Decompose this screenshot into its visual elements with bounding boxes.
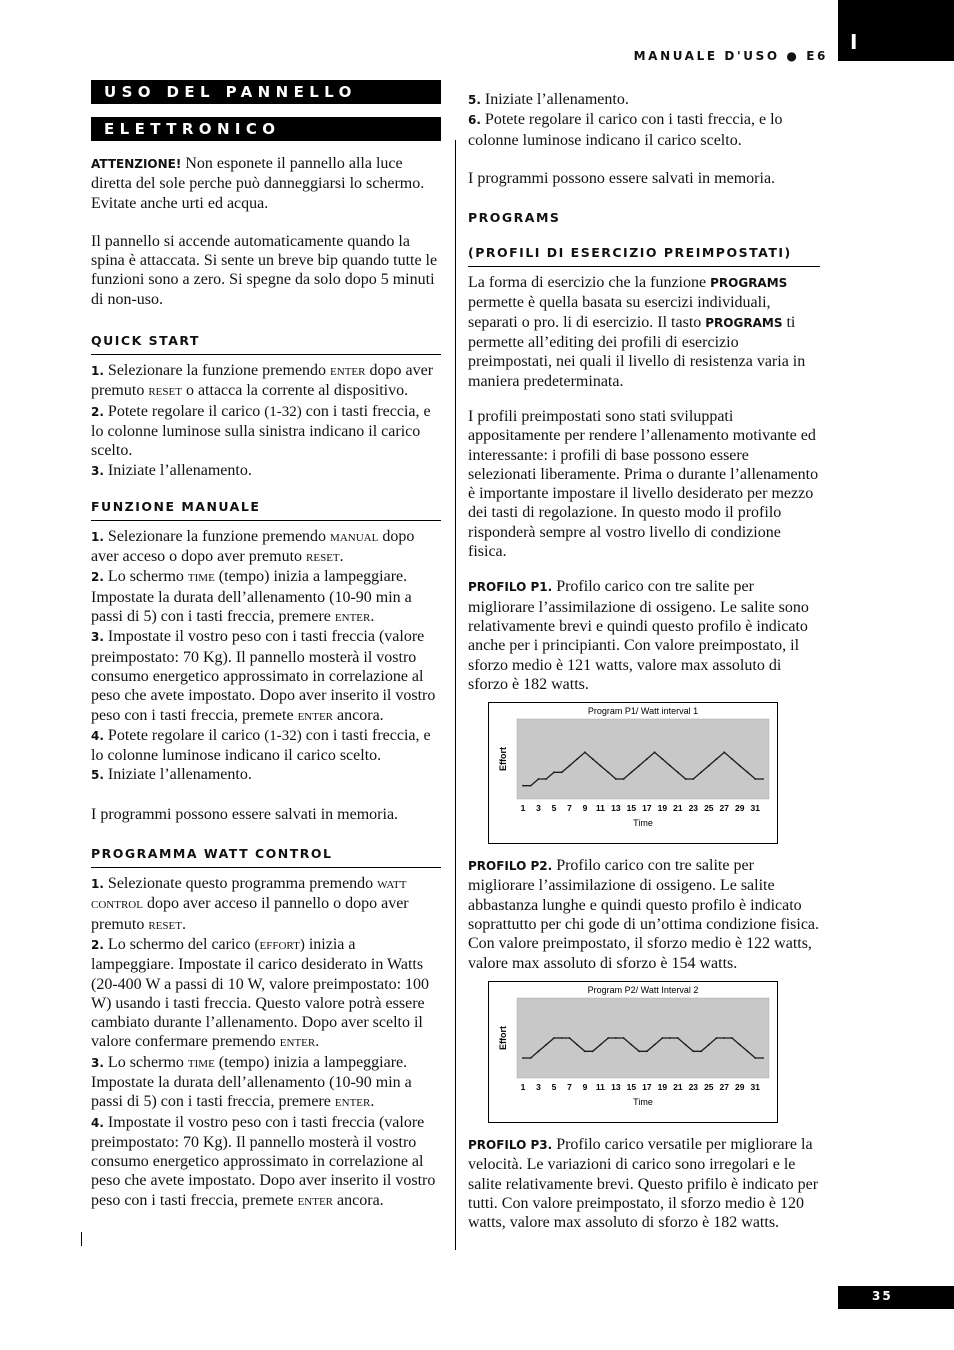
- warning-paragraph: [91, 154, 441, 213]
- chart-point: [762, 778, 764, 780]
- column-divider-middle: [455, 140, 456, 1250]
- watt-step-5: 5. Iniziate l’allenamento.: [468, 91, 629, 108]
- chart-point: [561, 1037, 563, 1039]
- manual-step-1: 1. Selezionare la funzione premendo manual dopo aver acceso o dopo aver premuto reset.: [91, 527, 415, 566]
- chart-x-tick-label: 21: [673, 803, 683, 814]
- chart-point: [630, 772, 632, 774]
- chart-point: [538, 778, 540, 780]
- chart-x-label: Time: [633, 1096, 653, 1107]
- chart-x-tick-label: 19: [657, 1081, 668, 1092]
- chart-point: [692, 1050, 694, 1052]
- left-column: [91, 80, 441, 1211]
- chart-point: [708, 765, 710, 767]
- chart-point: [638, 765, 640, 767]
- chart-point: [530, 785, 532, 787]
- chart-point: [654, 1044, 656, 1046]
- column-divider-left: [81, 1232, 82, 1246]
- chart-point: [723, 752, 725, 754]
- chart-x-tick-label: 13: [611, 803, 621, 814]
- chart-point: [731, 1037, 733, 1039]
- manual-step-4: 4. Potete regolare il carico (1-32) con i tasti freccia, e lo colonne luminose indicano il carico scelto.: [91, 726, 431, 765]
- chart-point: [630, 1044, 632, 1046]
- chart-point: [592, 758, 594, 760]
- chart-x-tick-label: 29: [735, 803, 745, 814]
- section-title-2: ELETTRONICO: [91, 117, 441, 141]
- manual-step-2: 2. Lo schermo time (tempo) inizia a lampeggiare. Impostate la durata dell’allenamento (10-90 min a passi di 5) con i tasti freccia, premere enter.: [91, 568, 412, 626]
- chart-x-label: Time: [633, 818, 653, 829]
- chart-x-tick-label: 31: [750, 1081, 760, 1092]
- chart-point: [661, 758, 663, 760]
- warning-text: Non esponete il pannello alla luce diretta del sole perche può danneggiarsi lo schermo. Evitate anche urti ed acqua.: [91, 155, 425, 212]
- quick-start-step-1: 1. Selezionare la funzione premendo enter dopo aver premuto reset o attacca la corrente al dispositivo.: [91, 362, 434, 400]
- chart-x-tick-label: 27: [719, 1081, 730, 1092]
- chart-point: [677, 772, 679, 774]
- profile-p3-paragraph: PROFILO P3. Profilo carico versatile per migliorare la velocità. Le variazioni di carico sono irregolari e le salite relativamente brevi. Questo prifilo è indicato per tutti. Con valore preimpostato, il sforzo medio è 120 watts, valore max assoluto di sforzo è 182 watts.: [468, 1135, 819, 1232]
- chart-point: [747, 772, 749, 774]
- chart-x-tick-label: 19: [657, 803, 668, 814]
- manual-step-5: 5. Iniziate l’allenamento.: [91, 766, 252, 784]
- chart-point: [700, 1050, 702, 1052]
- chart-point: [584, 1050, 586, 1052]
- chart-point: [739, 1044, 741, 1046]
- heading-programs-sub: (PROFILI DI ESERCIZIO PREIMPOSTATI): [468, 245, 820, 267]
- chart-point: [553, 772, 555, 774]
- watt-step-1: 1. Selezionate questo programma premendo watt control dopo aver acceso il pannello o dopo aver premuto reset.: [91, 875, 409, 933]
- profile-p3-label: PROFILO P3.: [468, 1137, 553, 1152]
- programs-paragraph-1: La forma di esercizio che la funzione PROGRAMS permette è quella basata su esercizi individuali, separati o pro. li di esercizio. Il tasto PROGRAMS ti permette all’editing dei profili di esercizio preimpostati, nei quali il livello di resistenza varia in maniera predeterminata.: [468, 274, 806, 390]
- running-header: MANUALE D'USO ● E6: [633, 49, 828, 63]
- chart-x-tick-label: 9: [582, 803, 588, 814]
- chart-point: [646, 758, 648, 760]
- chart-point: [646, 1050, 648, 1052]
- chart-y-label: Effort: [498, 747, 508, 772]
- chart-point: [623, 778, 625, 780]
- chart-x-tick-label: 29: [735, 1081, 745, 1092]
- watt-step-2: 2. Lo schermo del carico (effort) inizia a lampeggiare. Impostate il carico desiderato in Watts (20-400 W a passi di 10 W, valore preimpostato: 100 W) usando i tasti freccia. Questo valore potrà essere cambiato durante l’allenamento. Dopo aver scelto il valore confermare premendo enter.: [91, 935, 430, 1051]
- chart-x-tick-label: 27: [719, 803, 730, 814]
- chart-point: [545, 778, 547, 780]
- chart-point: [731, 758, 733, 760]
- heading-quick-start: QUICK START: [91, 333, 441, 355]
- chart-point: [530, 1057, 532, 1059]
- chart-x-tick-label: 7: [567, 1081, 572, 1092]
- page-number: 35: [838, 1286, 954, 1309]
- chart-point: [669, 1037, 671, 1039]
- chart-point: [677, 1037, 679, 1039]
- chart-x-tick-label: 5: [551, 1081, 557, 1092]
- chart-point: [638, 1050, 640, 1052]
- chart-point: [538, 1050, 540, 1052]
- chart-point: [747, 1050, 749, 1052]
- chart-x-tick-label: 9: [582, 1081, 588, 1092]
- chart-x-tick-label: 13: [611, 1081, 621, 1092]
- chart-x-tick-label: 17: [642, 803, 652, 814]
- profile-p1-paragraph: PROFILO P1. Profilo carico con tre salite per migliorare l’assimilazione di ossigeno. Le salite sono relativamente brevi e quindi questo profilo è indicato anche per i principianti. Con valore preimpostato, il sforzo medio è 121 watts, valore max assoluto di sforzo è 182 watts.: [468, 578, 809, 693]
- chart-x-tick-label: 25: [704, 803, 714, 814]
- chart-point: [692, 778, 694, 780]
- manual-step-3: 3. Impostate il vostro peso con i tasti freccia (valore preimpostato: 70 Kg). Il pannello mosterà il vostro consumo energetico approssimato in correlazione al peso che avete impostato. Dopo aver inserito il vostro peso con i tasti freccia, premete enter ancora.: [91, 628, 436, 724]
- watt-step-3: 3. Lo schermo time (tempo) inizia a lampeggiare. Impostate la durata dell’allenamento (10-90 min a passi di 5) con i tasti freccia, premere enter.: [91, 1053, 412, 1111]
- chart-point: [576, 1044, 578, 1046]
- chart-point: [561, 772, 563, 774]
- right-column: [468, 90, 820, 1232]
- profile-p2-label: PROFILO P2.: [468, 859, 553, 874]
- watt-step-6: 6. Potete regolare il carico con i tasti freccia, e lo colonne luminose indicano il carico scelto.: [468, 111, 783, 149]
- chart-point: [708, 1044, 710, 1046]
- chart-x-tick-label: 5: [551, 803, 557, 814]
- chart-title: Program P2/ Watt Interval 2: [587, 984, 699, 995]
- chart-point: [569, 765, 571, 767]
- chart-point: [723, 1037, 725, 1039]
- chart-point: [592, 1050, 594, 1052]
- chart-title: Program P1/ Watt interval 1: [587, 706, 699, 717]
- chart-x-tick-label: 23: [688, 803, 699, 814]
- chart-x-tick-label: 23: [688, 1081, 699, 1092]
- chart-point: [685, 1044, 687, 1046]
- chart-point: [607, 1037, 609, 1039]
- chart-point: [716, 1037, 718, 1039]
- chart-x-tick-label: 3: [536, 803, 541, 814]
- intro-paragraph: Il pannello si accende automaticamente quando la spina è attaccata. Si sente un breve bip quando tutte le funzioni sono a zero. Si spegne da solo dopo 5 minuti di non-uso.: [91, 232, 438, 308]
- chart-point: [584, 752, 586, 754]
- chart-point: [762, 1057, 764, 1059]
- heading-manual: FUNZIONE MANUALE: [91, 499, 441, 521]
- chart-x-tick-label: 31: [750, 803, 760, 814]
- chart-point: [754, 1057, 756, 1059]
- chart-p1-frame: [488, 702, 778, 844]
- chart-point: [623, 1037, 625, 1039]
- language-tab: I: [838, 0, 954, 61]
- profile-p1-label: PROFILO P1.: [468, 580, 553, 595]
- heading-programs: PROGRAMS: [468, 210, 561, 226]
- chart-point: [522, 785, 524, 787]
- chart-point: [576, 758, 578, 760]
- chart-x-tick-label: 25: [704, 1081, 714, 1092]
- chart-x-tick-label: 3: [536, 1081, 541, 1092]
- chart-point: [545, 1044, 547, 1046]
- chart-point: [600, 1044, 602, 1046]
- section-title-1: USO DEL PANNELLO: [91, 80, 441, 104]
- chart-x-tick-label: 17: [642, 1081, 652, 1092]
- quick-start-step-3: 3. Iniziate l’allenamento.: [91, 461, 252, 479]
- chart-x-tick-label: 1: [520, 1081, 526, 1092]
- chart-point: [607, 772, 609, 774]
- profile-p2-paragraph: PROFILO P2. Profilo carico con tre salite per migliorare l’assimilazione di ossigeno. Le salite abbastanza lunghe e quindi questo profilo è indicato soprattutto per chi gode di un’ottima condizione fisica. Con valore preimpostato, il sforzo medio è 122 watts, valore max assoluto di sforzo è 154 watts.: [468, 857, 820, 972]
- chart-x-tick-label: 21: [673, 1081, 683, 1092]
- right-note: I programmi possono essere salvati in memoria.: [468, 169, 776, 187]
- chart-x-tick-label: 11: [595, 803, 605, 814]
- chart-point: [754, 778, 756, 780]
- chart-x-tick-label: 7: [567, 803, 572, 814]
- chart-point: [739, 765, 741, 767]
- chart-x-tick-label: 15: [626, 803, 637, 814]
- chart-point: [553, 1037, 555, 1039]
- chart-point: [669, 765, 671, 767]
- chart-point: [569, 1037, 571, 1039]
- chart-point: [685, 778, 687, 780]
- chart-y-label: Effort: [498, 1025, 508, 1050]
- warning-label: ATTENZIONE!: [91, 157, 182, 171]
- chart-point: [600, 765, 602, 767]
- chart-p1: [489, 703, 777, 843]
- chart-point: [661, 1037, 663, 1039]
- chart-x-tick-label: 1: [520, 803, 526, 814]
- chart-point: [615, 1037, 617, 1039]
- chart-point: [700, 772, 702, 774]
- chart-point: [654, 752, 656, 754]
- programs-paragraph-2: I profili preimpostati sono stati sviluppati appositamente per rendere l’allenamento motivante ed interessante: i profili di base possono essere selezionati liberamente. Prima o durante l’allenamento è importante impostare il livello desiderato per mezzo dei tasti di regolazione. In questo modo il profilo risponderà sempre al vostro livello di condizione fisica.: [468, 407, 819, 561]
- chart-point: [522, 1057, 524, 1059]
- chart-x-tick-label: 11: [595, 1081, 605, 1092]
- heading-watt-control: PROGRAMMA WATT CONTROL: [91, 846, 441, 868]
- quick-start-step-2: 2. Potete regolare il carico (1-32) con i tasti freccia, e lo colonne luminose sulla sinistra indicano il carico scelto.: [91, 402, 431, 460]
- chart-point: [615, 778, 617, 780]
- chart-p2: [489, 982, 777, 1122]
- manual-note: I programmi possono essere salvati in memoria.: [91, 805, 399, 823]
- chart-point: [716, 758, 718, 760]
- chart-x-tick-label: 15: [626, 1081, 637, 1092]
- watt-step-4: 4. Impostate il vostro peso con i tasti freccia (valore preimpostato: 70 Kg). Il pannello mosterà il vostro consumo energetico approssimato in correlazione al peso che avete impostato. Dopo aver inserito il vostro peso con i tasti freccia, premete enter ancora.: [91, 1113, 436, 1209]
- chart-p2-frame: [488, 981, 778, 1123]
